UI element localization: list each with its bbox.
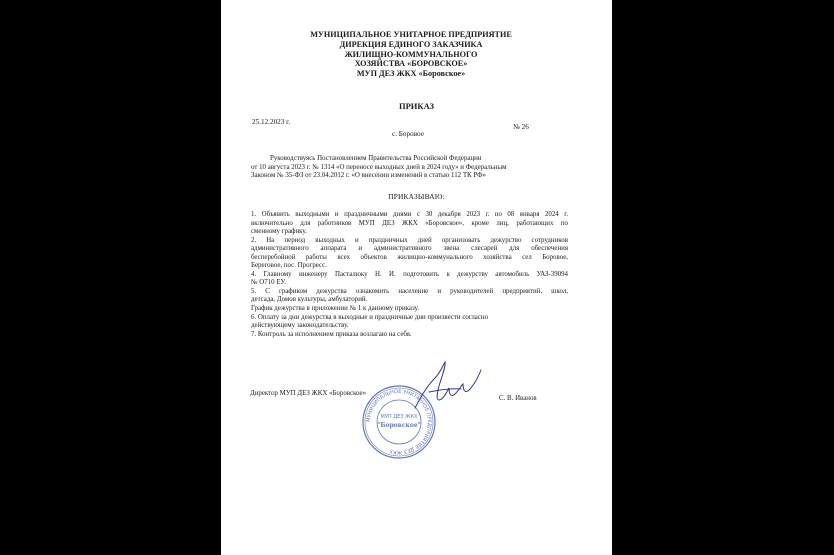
item-line: включительно для работников МУП ДЕЗ ЖКХ «Боровское», кроме лиц, работающих по	[251, 219, 568, 227]
stamp-center-top: МУП ДЕЗ ЖКХ	[380, 414, 418, 420]
signatory-title: Директор МУП ДЕЗ ЖКХ «Боровское»	[250, 390, 367, 397]
item-line: № О710 ЕУ.	[251, 279, 287, 287]
stamp-ring-text: МУНИЦИПАЛЬНОЕ УНИТАРНОЕ ПРЕДПРИЯТИЕ ДЕЗ ЖКХ	[365, 388, 433, 456]
header-line: ХОЗЯЙСТВА «БОРОВСКОЕ»	[354, 59, 468, 69]
document-page	[221, 0, 612, 555]
stamp-center-main: "Боровское"	[377, 422, 421, 429]
preamble-line: Законом № 35-ФЗ от 23.04.2012 г. «О внесении изменений в статью 112 ТК РФ»	[251, 172, 486, 180]
document-number: № 26	[513, 123, 529, 131]
item-line: 2. На период выходных и праздничных дней организовать дежурство сотрудников	[251, 236, 568, 244]
item-line: 4. Главному инженеру Пасталюку Н. И. подготовить к дежурству автомобиль УАЗ-39094	[251, 270, 568, 278]
signatory-name: С. В. Иванов	[499, 395, 537, 402]
header-line: МУНИЦИПАЛЬНОЕ УНИТАРНОЕ ПРЕДПРИЯТИЕ	[310, 30, 512, 39]
document-date: 25.12.2023 г.	[252, 118, 291, 126]
item-line: 5. С графиком дежурства ознакомить население и руководителей предприятий, школ,	[251, 287, 568, 295]
item-line: Береговое, пос. Прогресс.	[251, 262, 327, 270]
item-line: сменному графику.	[251, 228, 307, 236]
organization-header	[261, 30, 561, 79]
item-line: действующему законодательству.	[251, 322, 349, 330]
item-line: бесперебойной работы всех объектов жилищно-коммунального хозяйства сел Боровое,	[251, 253, 568, 261]
item-line: 1. Объявить выходными и праздничными днями с 30 декабря 2023 г. по 08 января 2024 г.	[251, 211, 568, 218]
item-line: детсада, Домов культуры, амбулаторий.	[251, 296, 368, 304]
preamble-line: Руководствуясь Постановлением Правительства Российской Федерации	[270, 155, 482, 162]
handwritten-signature	[409, 356, 489, 416]
preamble	[251, 155, 568, 181]
item-line: административного аппарата и административного звена слесарей для обеспечения	[251, 245, 568, 253]
document-title: ПРИКАЗ	[399, 101, 434, 111]
preamble-line: от 10 августа 2023 г. № 1314 «О переносе выходных дней в 2024 году» и Федеральным	[251, 163, 507, 171]
item-line: График дежурства в приложении № 1 к данному приказу.	[251, 305, 420, 313]
document-city: с. Боровое	[392, 130, 424, 138]
header-line: МУП ДЕЗ ЖКХ «Боровское»	[356, 69, 466, 79]
header-line: ДИРЕКЦИЯ ЕДИНОГО ЗАКАЗЧИКА	[339, 39, 483, 49]
item-line: 6. Оплату за дни дежурства в выходные и праздничные дни произвести согласно	[251, 313, 489, 321]
order-word: ПРИКАЗЫВАЮ:	[388, 192, 445, 201]
header-line: ЖИЛИЩНО-КОММУНАЛЬНОГО	[344, 49, 478, 59]
item-line: 7. Контроль за исполнением приказа возлагаю на себя.	[251, 330, 412, 338]
order-items	[251, 211, 568, 339]
